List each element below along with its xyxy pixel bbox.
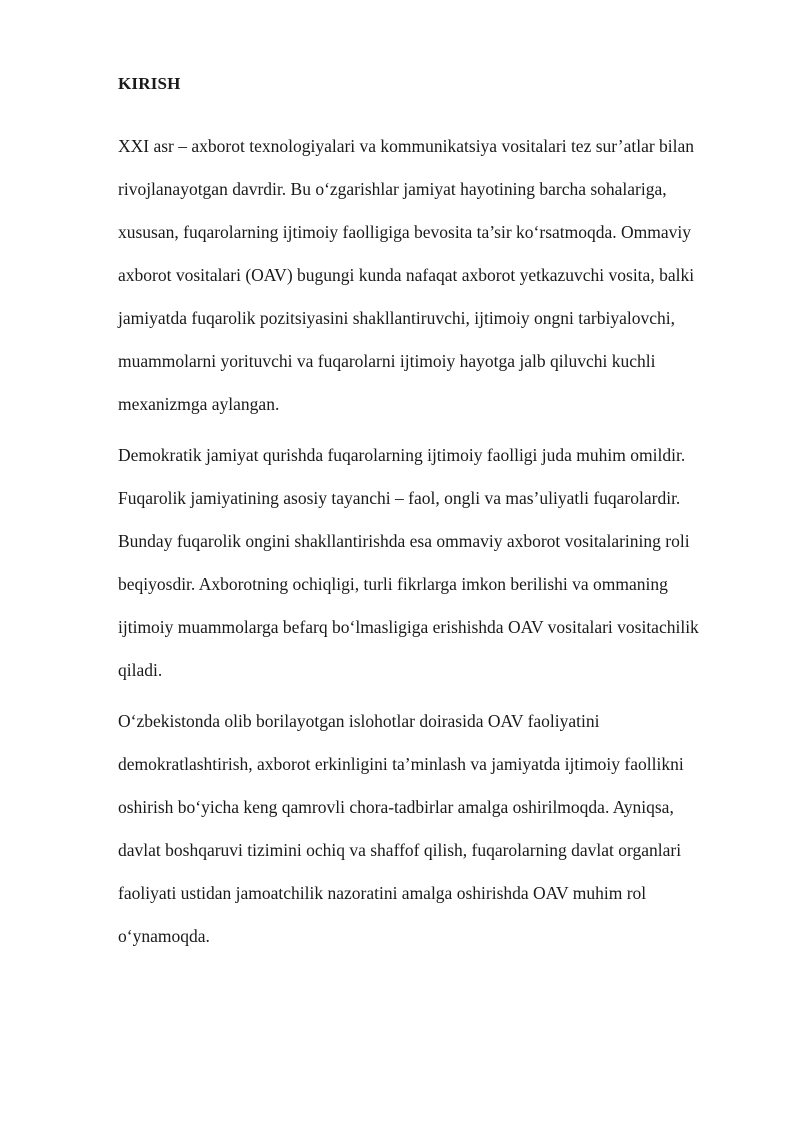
text-line: Bunday fuqarolik ongini shakllantirishda esa ommaviy axborot vositalarining roli: [118, 531, 690, 551]
text-line: jamiyatda fuqarolik pozitsiyasini shakllantiruvchi, ijtimoiy ongni tarbiyalovchi,: [118, 308, 675, 328]
text-line: Fuqarolik jamiyatining asosiy tayanchi – faol, ongli va mas’uliyatli fuqarolardir.: [118, 488, 681, 508]
paragraph-3: [118, 700, 738, 958]
paragraph-2: [118, 434, 738, 692]
text-line: ijtimoiy muammolarga befarq bo‘lmasligiga erishishda OAV vositalari vositachilik: [118, 617, 699, 637]
text-line: faoliyati ustidan jamoatchilik nazoratini amalga oshirishda OAV muhim rol: [118, 883, 647, 903]
text-line: beqiyosdir. Axborotning ochiqligi, turli fikrlarga imkon berilishi va ommaning: [118, 574, 668, 594]
page-title: KIRISH: [118, 74, 181, 93]
text-line: muammolarni yorituvchi va fuqarolarni ijtimoiy hayotga jalb qiluvchi kuchli: [118, 351, 656, 371]
text-line: demokratlashtirish, axborot erkinligini ta’minlash va jamiyatda ijtimoiy faollikni: [118, 754, 684, 774]
paragraph-1: [118, 125, 738, 426]
text-line: axborot vositalari (OAV) bugungi kunda nafaqat axborot yetkazuvchi vosita, balki: [118, 265, 695, 285]
text-line: qiladi.: [118, 660, 163, 680]
body-text: [118, 125, 738, 966]
text-line: davlat boshqaruvi tizimini ochiq va shaffof qilish, fuqarolarning davlat organlari: [118, 840, 682, 860]
text-line: Demokratik jamiyat qurishda fuqarolarning ijtimoiy faolligi juda muhim omildir.: [118, 445, 686, 465]
text-line: o‘ynamoqda.: [118, 926, 210, 946]
text-line: mexanizmga aylangan.: [118, 394, 280, 414]
text-line: xususan, fuqarolarning ijtimoiy faolligiga bevosita ta’sir ko‘rsatmoqda. Ommaviy: [118, 222, 692, 242]
text-line: rivojlanayotgan davrdir. Bu o‘zgarishlar jamiyat hayotining barcha sohalariga,: [118, 179, 667, 199]
text-line: O‘zbekistonda olib borilayotgan islohotlar doirasida OAV faoliyatini: [118, 711, 600, 731]
text-line: oshirish bo‘yicha keng qamrovli chora-tadbirlar amalga oshirilmoqda. Ayniqsa,: [118, 797, 674, 817]
text-line: XXI asr – axborot texnologiyalari va kommunikatsiya vositalari tez sur’atlar bilan: [118, 136, 695, 156]
